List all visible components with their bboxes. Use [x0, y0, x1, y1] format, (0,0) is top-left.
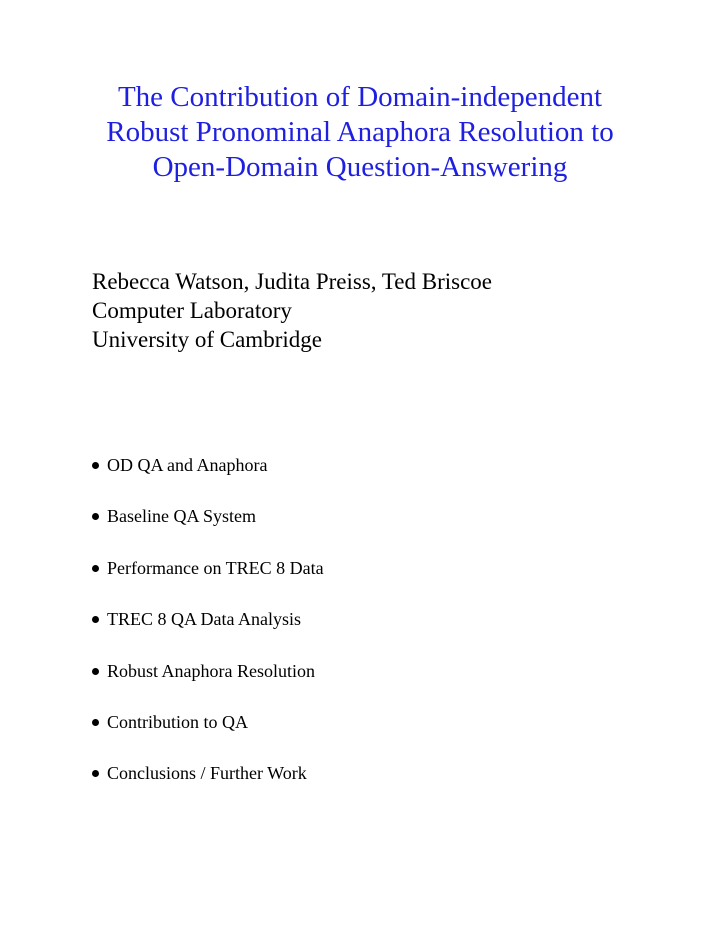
bullet-icon — [92, 462, 99, 469]
outline-item — [92, 555, 692, 606]
bullet-icon — [92, 565, 99, 572]
outline-list — [92, 452, 692, 812]
outline-item-label: Performance on TREC 8 Data — [107, 557, 324, 578]
outline-item-label: Contribution to QA — [107, 711, 249, 732]
title-line-2: Robust Pronominal Anaphora Resolution to — [106, 116, 614, 148]
outline-item-label: Baseline QA System — [107, 506, 256, 527]
institution: University of Cambridge — [92, 327, 322, 352]
authors: Rebecca Watson, Judita Preiss, Ted Briscoe — [92, 269, 493, 294]
slide-title — [40, 80, 680, 185]
bullet-icon — [92, 513, 99, 520]
author-info — [92, 267, 692, 354]
outline-item-label: Conclusions / Further Work — [107, 763, 307, 784]
bullet-icon — [92, 770, 99, 777]
title-line-3: Open-Domain Question-Answering — [152, 151, 568, 183]
outline-item — [92, 606, 692, 657]
outline-item — [92, 760, 692, 811]
department: Computer Laboratory — [92, 298, 292, 323]
outline-item — [92, 709, 692, 760]
outline-item — [92, 452, 692, 503]
outline-item-label: Robust Anaphora Resolution — [107, 660, 315, 681]
outline-item — [92, 658, 692, 709]
bullet-icon — [92, 616, 99, 623]
outline-item-label: TREC 8 QA Data Analysis — [107, 609, 301, 630]
outline-item-label: OD QA and Anaphora — [107, 455, 268, 475]
outline-item — [92, 503, 692, 554]
title-line-1: The Contribution of Domain-independent — [117, 81, 603, 113]
bullet-icon — [92, 719, 99, 726]
bullet-icon — [92, 668, 99, 675]
